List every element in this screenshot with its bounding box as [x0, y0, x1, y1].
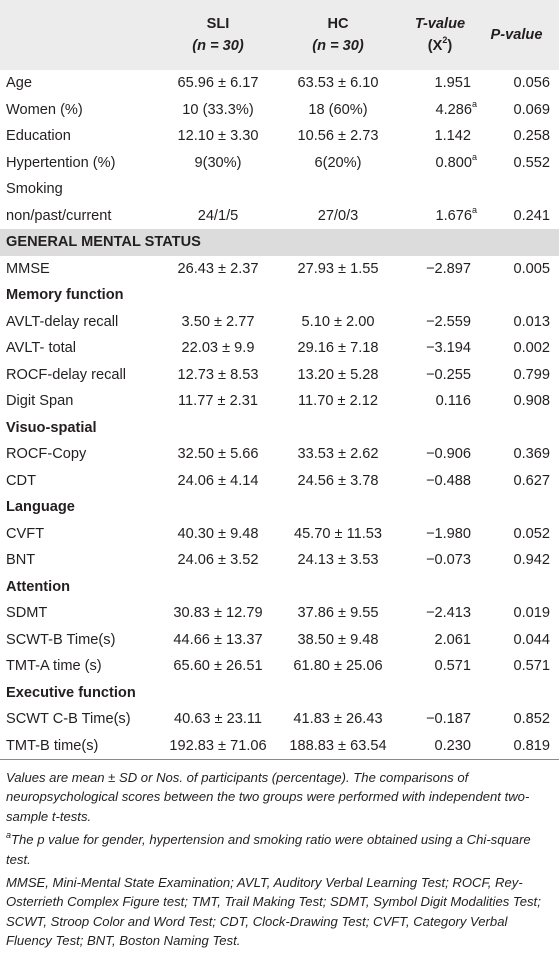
table-row [0, 521, 559, 548]
header-x2-sup: 2 [442, 35, 448, 46]
cell-p: 0.571 [513, 658, 550, 675]
row-label: CDT [6, 472, 36, 489]
row-label: Women (%) [6, 101, 83, 118]
t-value: 1.676 [435, 207, 472, 224]
cell-p: 0.005 [513, 260, 550, 277]
cell-t [400, 123, 480, 150]
cell-sli: 22.03 ± 9.9 [181, 340, 255, 357]
header-x2-close: ) [447, 38, 453, 54]
cell-p: 0.627 [513, 472, 550, 489]
t-value: 1.951 [434, 75, 471, 92]
row-label: SDMT [6, 605, 48, 622]
table-row [0, 653, 559, 680]
cell-t: −0.073 [425, 552, 471, 569]
cell-t [400, 97, 480, 124]
cell-p: 0.908 [513, 393, 550, 410]
section-title: Visuo-spatial [6, 419, 97, 436]
table-row [0, 547, 559, 574]
table-row [0, 335, 559, 362]
cell-t [400, 70, 480, 97]
cell-p: 0.013 [513, 313, 550, 330]
row-label: TMT-A time (s) [6, 658, 102, 675]
section-title: Memory function [6, 287, 124, 304]
cell-p: 0.852 [513, 711, 550, 728]
cell-sli: 3.50 ± 2.77 [181, 313, 255, 330]
header-x2 [400, 35, 480, 57]
cell-t: −1.980 [425, 525, 471, 542]
section-header [0, 574, 559, 601]
cell-hc: 5.10 ± 2.00 [301, 313, 375, 330]
cell-sli: 40.63 ± 23.11 [173, 711, 263, 728]
row-label: Age [6, 75, 32, 92]
row-label: ROCF-Copy [6, 446, 87, 463]
cell-p: 0.552 [513, 154, 550, 171]
cell-p: 0.258 [513, 128, 550, 145]
section-title: Executive function [6, 684, 136, 701]
cell-sli: 26.43 ± 2.37 [177, 260, 259, 277]
cell-hc: 61.80 ± 25.06 [293, 658, 383, 675]
cell-sli: 10 (33.3%) [182, 101, 254, 118]
t-value: 0.800 [435, 154, 472, 171]
cell-t: −0.187 [425, 711, 471, 728]
footnote-values: Values are mean ± SD or Nos. of participants (percentage). The comparisons of neuropsychological scores between the two groups were performed with independent two-sample t-tests. [6, 770, 530, 824]
cell-t: −2.413 [425, 605, 471, 622]
header-hc-label: HC [327, 16, 349, 32]
cell-hc: 45.70 ± 11.53 [293, 525, 383, 542]
header-sli-n: (n = 30) [192, 38, 244, 54]
empty-cell [276, 176, 400, 203]
cell-p: 0.241 [513, 207, 550, 224]
cell-t: −2.559 [425, 313, 471, 330]
cell-sli: 40.30 ± 9.48 [177, 525, 259, 542]
section-title: GENERAL MENTAL STATUS [6, 234, 201, 251]
header-t-label: T-value [414, 16, 466, 32]
table-body [0, 70, 559, 759]
table-footnotes [0, 759, 559, 951]
row-label: AVLT- total [6, 340, 77, 357]
cell-t: −3.194 [425, 340, 471, 357]
row-label: AVLT-delay recall [6, 313, 119, 330]
row-label: ROCF-delay recall [6, 366, 127, 383]
section-title: Language [6, 499, 75, 516]
table-row [0, 627, 559, 654]
empty-cell [160, 176, 276, 203]
cell-t: −2.897 [425, 260, 471, 277]
cell-hc: 10.56 ± 2.73 [297, 128, 379, 145]
row-label: BNT [6, 552, 36, 569]
row-label: Digit Span [6, 393, 74, 410]
cell-sli: 12.10 ± 3.30 [177, 128, 259, 145]
table-row [0, 600, 559, 627]
cell-t: 0.571 [434, 658, 471, 675]
cell-p: 0.819 [513, 737, 550, 754]
cell-p: 0.044 [513, 631, 550, 648]
cell-hc: 37.86 ± 9.55 [297, 605, 379, 622]
cell-t: −0.906 [425, 446, 471, 463]
cell-hc: 188.83 ± 63.54 [289, 737, 387, 754]
cell-hc: 24.13 ± 3.53 [297, 552, 379, 569]
cell-hc: 38.50 ± 9.48 [297, 631, 379, 648]
row-label: non/past/current [6, 207, 112, 224]
t-value: 1.142 [434, 128, 471, 145]
cell-p: 0.052 [513, 525, 550, 542]
header-x2-open: (X [427, 38, 443, 54]
t-superscript: a [471, 98, 477, 109]
table-row [0, 123, 559, 150]
footnote-chisquare-text: The p value for gender, hypertension and smoking ratio were obtained using a Chi-square test. [6, 832, 531, 867]
cell-hc: 29.16 ± 7.18 [297, 340, 379, 357]
header-sli [160, 0, 276, 70]
t-superscript: a [471, 151, 477, 162]
cell-hc: 63.53 ± 6.10 [297, 75, 379, 92]
footnote-marker: a [6, 829, 12, 840]
table-row [0, 176, 559, 203]
table-row [0, 441, 559, 468]
table-row [0, 150, 559, 177]
cell-p: 0.056 [513, 75, 550, 92]
t-value: 4.286 [435, 101, 472, 118]
table-row [0, 203, 559, 230]
cell-t: 0.116 [435, 393, 471, 410]
row-label: Hypertention (%) [6, 154, 116, 171]
cell-hc: 24.56 ± 3.78 [297, 472, 379, 489]
cell-hc: 27/0/3 [317, 207, 359, 224]
cell-sli: 65.60 ± 26.51 [173, 658, 263, 675]
row-label: Smoking [6, 181, 63, 198]
cell-t [400, 150, 480, 177]
row-label: SCWT-B Time(s) [6, 631, 116, 648]
cell-hc: 33.53 ± 2.62 [297, 446, 379, 463]
cell-hc: 41.83 ± 26.43 [293, 711, 383, 728]
section-header [0, 415, 559, 442]
cell-sli: 9(30%) [194, 154, 242, 171]
cell-sli: 65.96 ± 6.17 [177, 75, 259, 92]
cell-sli: 32.50 ± 5.66 [177, 446, 259, 463]
section-header [0, 494, 559, 521]
cell-sli: 44.66 ± 13.37 [173, 631, 263, 648]
cell-sli: 12.73 ± 8.53 [177, 366, 259, 383]
cell-sli: 30.83 ± 12.79 [173, 605, 263, 622]
cell-hc: 11.70 ± 2.12 [298, 393, 378, 410]
footnote-abbreviations: MMSE, Mini-Mental State Examination; AVLT, Auditory Verbal Learning Test; ROCF, Rey-Osterrieth Complex Figure test; TMT, Trail Making Test; SDMT, Symbol Digit Modalities Test; SCWT, Stroop Color and Word Test; CDT, Clock-Drawing Test; CVFT, Category Verbal Fluency Test; BNT, Boston Naming Test. [6, 875, 541, 949]
section-title: Attention [6, 578, 71, 595]
header-hc-n: (n = 30) [312, 38, 364, 54]
cell-t: 0.230 [434, 737, 471, 754]
cell-hc: 18 (60%) [308, 101, 368, 118]
section-header-general [0, 229, 559, 256]
row-label: TMT-B time(s) [6, 737, 99, 754]
cell-t: −0.255 [425, 366, 471, 383]
table-row [0, 309, 559, 336]
header-sli-label: SLI [206, 16, 230, 32]
cell-sli: 192.83 ± 71.06 [169, 737, 267, 754]
header-t [400, 0, 480, 70]
header-hc [276, 0, 400, 70]
row-label: CVFT [6, 525, 45, 542]
section-header [0, 680, 559, 707]
cell-t: −0.488 [425, 472, 471, 489]
table-row [0, 388, 559, 415]
cell-p: 0.019 [513, 605, 550, 622]
t-superscript: a [471, 204, 477, 215]
table-row [0, 362, 559, 389]
cell-sli: 24.06 ± 3.52 [177, 552, 259, 569]
empty-cell [480, 176, 559, 203]
row-label: SCWT C-B Time(s) [6, 711, 131, 728]
cell-p: 0.069 [513, 101, 550, 118]
cell-p: 0.799 [513, 366, 550, 383]
table-row [0, 468, 559, 495]
header-p: P-value [490, 27, 543, 43]
cell-sli: 24.06 ± 4.14 [177, 472, 259, 489]
empty-cell [400, 176, 480, 203]
cell-sli: 11.77 ± 2.31 [178, 393, 258, 410]
cell-t: 2.061 [434, 631, 471, 648]
cell-hc: 27.93 ± 1.55 [297, 260, 379, 277]
table-row [0, 256, 559, 283]
table-row [0, 706, 559, 733]
row-label: MMSE [6, 260, 50, 277]
cell-t [400, 203, 480, 230]
table-row [0, 70, 559, 97]
header-blank [0, 0, 160, 70]
cell-sli: 24/1/5 [197, 207, 239, 224]
table-row [0, 97, 559, 124]
cell-p: 0.942 [513, 552, 550, 569]
cell-hc: 6(20%) [314, 154, 362, 171]
table-row [0, 733, 559, 760]
footnote-chisquare [6, 830, 553, 869]
cell-hc: 13.20 ± 5.28 [297, 366, 379, 383]
section-header [0, 282, 559, 309]
cell-p: 0.369 [513, 446, 550, 463]
header-row [0, 0, 559, 70]
cell-p: 0.002 [513, 340, 550, 357]
row-label: Education [6, 128, 71, 145]
